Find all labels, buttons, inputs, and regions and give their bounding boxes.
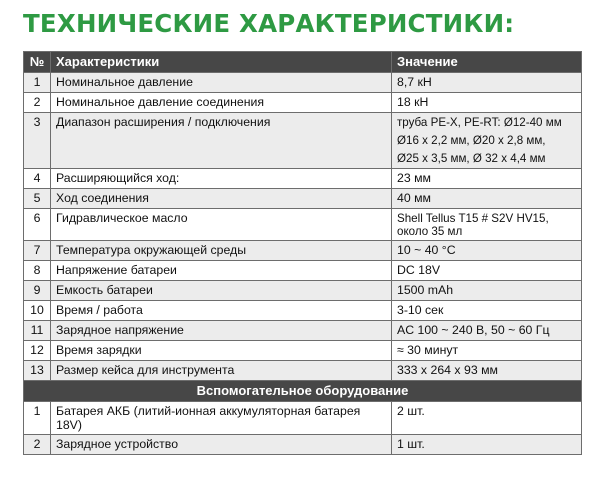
row-value: 2 шт. <box>392 402 582 435</box>
row-value: 3-10 сек <box>392 301 582 321</box>
row-value: 10 ~ 40 °C <box>392 241 582 261</box>
table-row <box>24 321 582 341</box>
table-row <box>24 73 582 93</box>
row-value: 1 шт. <box>392 435 582 455</box>
row-value: 40 мм <box>392 189 582 209</box>
row-characteristic: Время / работа <box>51 301 392 321</box>
section-title: Вспомогательное оборудование <box>24 381 582 402</box>
row-characteristic: Зарядное устройство <box>51 435 392 455</box>
page-title: ТЕХНИЧЕСКИЕ ХАРАКТЕРИСТИКИ: <box>23 9 515 38</box>
row-number: 2 <box>24 93 51 113</box>
value-line: Ø25 x 3,5 мм, Ø 32 x 4,4 мм <box>397 152 546 165</box>
row-characteristic: Гидравлическое масло <box>51 209 392 241</box>
table-row <box>24 261 582 281</box>
row-characteristic <box>51 402 392 435</box>
table-row <box>24 402 582 435</box>
row-value: ≈ 30 минут <box>392 341 582 361</box>
row-characteristic: Номинальное давление соединения <box>51 93 392 113</box>
table-row <box>24 113 582 169</box>
table-row <box>24 361 582 381</box>
table-row <box>24 189 582 209</box>
row-value: 1500 mAh <box>392 281 582 301</box>
table-row <box>24 241 582 261</box>
row-characteristic: Время зарядки <box>51 341 392 361</box>
table-row <box>24 341 582 361</box>
row-number: 8 <box>24 261 51 281</box>
section-header-row <box>24 381 582 402</box>
row-characteristic: Расширяющийся ход: <box>51 169 392 189</box>
column-header-value: Значение <box>392 52 582 73</box>
row-value: 18 кН <box>392 93 582 113</box>
row-value <box>392 209 582 241</box>
row-number: 11 <box>24 321 51 341</box>
row-number: 12 <box>24 341 51 361</box>
row-number: 6 <box>24 209 51 241</box>
row-value: DC 18V <box>392 261 582 281</box>
row-value: 333 x 264 x 93 мм <box>392 361 582 381</box>
row-number: 2 <box>24 435 51 455</box>
row-number: 1 <box>24 73 51 93</box>
name-line: 18V) <box>56 418 82 432</box>
row-number: 7 <box>24 241 51 261</box>
table-row <box>24 209 582 241</box>
table-row <box>24 93 582 113</box>
table-header-row <box>24 52 582 73</box>
row-characteristic: Номинальное давление <box>51 73 392 93</box>
column-header-characteristic: Характеристики <box>51 52 392 73</box>
table-row <box>24 301 582 321</box>
name-line: Батарея АКБ (литий-ионная аккумуляторная батарея <box>56 404 361 418</box>
row-value: 23 мм <box>392 169 582 189</box>
value-line: около 35 мл <box>397 225 463 238</box>
row-number: 3 <box>24 113 51 169</box>
row-number: 1 <box>24 402 51 435</box>
table-row <box>24 281 582 301</box>
row-value: AC 100 ~ 240 В, 50 ~ 60 Гц <box>392 321 582 341</box>
row-characteristic: Ход соединения <box>51 189 392 209</box>
value-line: Shell Tellus T15 # S2V HV15, <box>397 212 549 225</box>
table-row <box>24 169 582 189</box>
row-characteristic: Зарядное напряжение <box>51 321 392 341</box>
spec-table <box>23 51 582 455</box>
row-characteristic: Напряжение батареи <box>51 261 392 281</box>
row-characteristic: Диапазон расширения / подключения <box>51 113 392 169</box>
row-number: 5 <box>24 189 51 209</box>
table-row <box>24 435 582 455</box>
row-number: 9 <box>24 281 51 301</box>
row-value: 8,7 кН <box>392 73 582 93</box>
row-characteristic: Емкость батареи <box>51 281 392 301</box>
row-characteristic: Размер кейса для инструмента <box>51 361 392 381</box>
row-number: 10 <box>24 301 51 321</box>
row-characteristic: Температура окружающей среды <box>51 241 392 261</box>
row-value <box>392 113 582 169</box>
value-line: Ø16 x 2,2 мм, Ø20 x 2,8 мм, <box>397 134 546 147</box>
row-number: 4 <box>24 169 51 189</box>
value-line: труба PE-X, PE-RT: Ø12-40 мм <box>397 116 562 129</box>
column-header-number: № <box>24 52 51 73</box>
row-number: 13 <box>24 361 51 381</box>
